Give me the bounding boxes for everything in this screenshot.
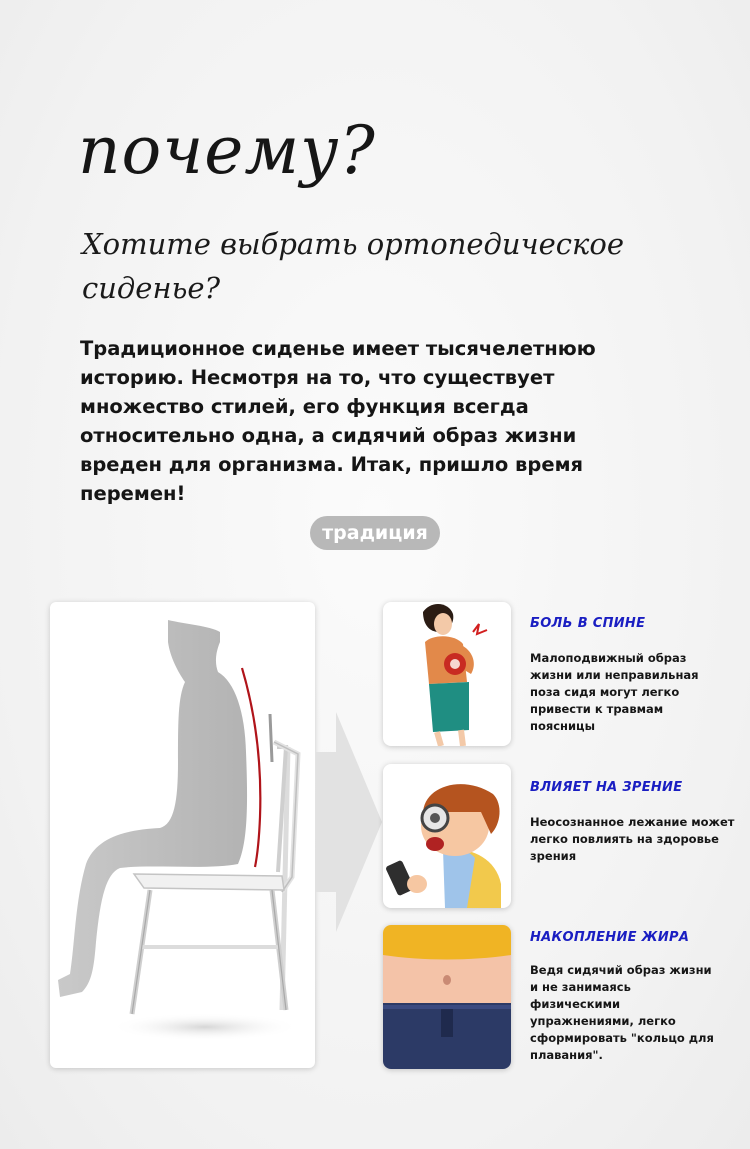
back-pain-icon [383,602,511,746]
arrow-right-icon [316,712,382,932]
page-subtitle: Хотите выбрать ортопедическое сиденье? [82,227,624,305]
item-title-belly-fat: НАКОПЛЕНИЕ ЖИРА [530,930,690,945]
item-text-eyesight: Неосознанное лежание может легко повлиять на здоровье зрения [530,815,735,863]
sitting-person-illustration [50,602,315,1068]
item-text-back-pain: Малоподвижный образ жизни или неправильная поза сидя могут легко привести к травмам поясницы [530,651,699,733]
intro-paragraph: Традиционное сиденье имеет тысячелетнюю историю. Несмотря на то, что существует множество стилей, его функция всегда относительно одна, а сидячий образ жизни вреден для организма. Итак, пришло время перемен! [80,337,596,505]
item-text-belly-fat: Ведя сидячий образ жизни и не занимаясь физическими упражнениями, легко сформировать "кольцо для плавания". [530,963,714,1062]
tradition-badge: традиция [310,516,440,550]
belly-fat-thumbnail [383,925,511,1069]
back-pain-thumbnail [383,602,511,746]
belly-fat-icon [383,925,511,1069]
item-title-back-pain: БОЛЬ В СПИНЕ [530,616,646,631]
eyesight-thumbnail [383,764,511,908]
item-title-eyesight: ВЛИЯЕТ НА ЗРЕНИЕ [530,780,683,795]
eyesight-icon [383,764,511,908]
page-title: почему? [78,112,376,189]
sitting-posture-card [50,602,315,1068]
